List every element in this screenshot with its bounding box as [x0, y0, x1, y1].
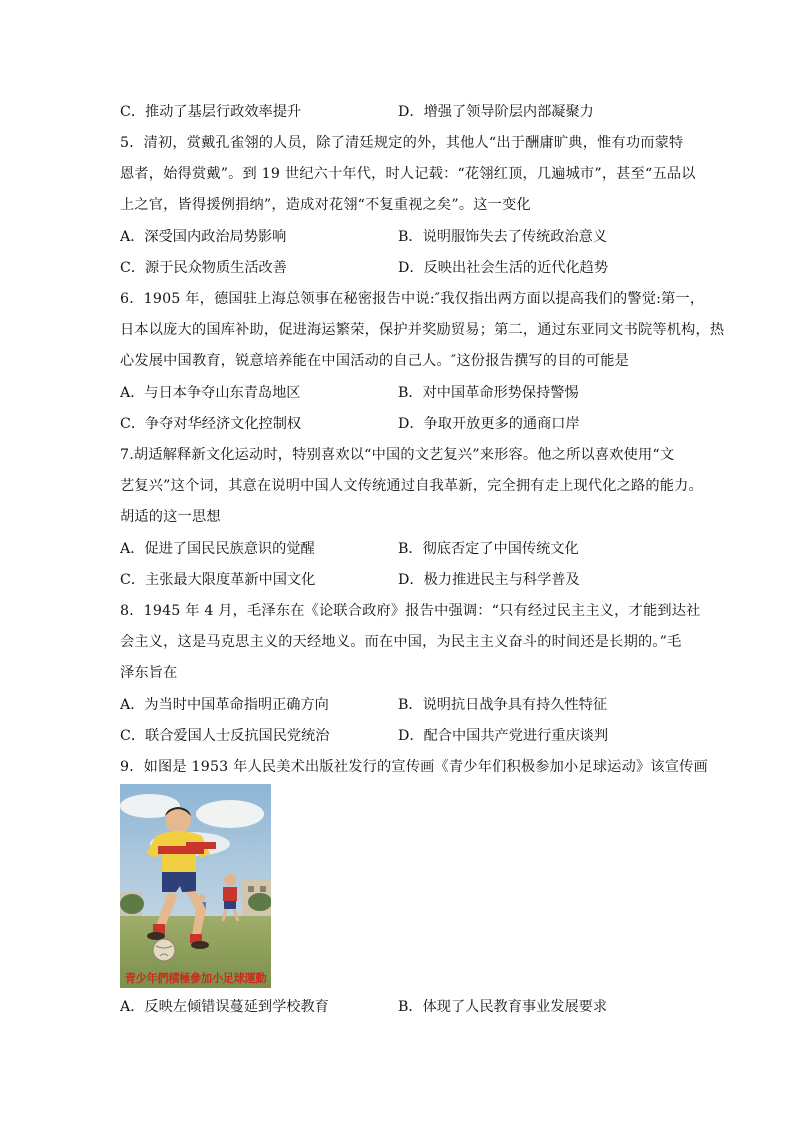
q7-option-d: D．极力推进民主与科学普及 [398, 572, 580, 588]
q5-option-c: C．源于民众物质生活改善 [120, 260, 287, 276]
q6-option-a: A．与日本争夺山东青岛地区 [120, 385, 301, 401]
q8-option-b: B．说明抗日战争具有持久性特征 [398, 697, 608, 713]
q5-stem-line-2: 恩者，始得赏戴”。到 19 世纪六十年代，时人记载：“花翎红顶，几遍城市”，甚至“五品以 [120, 166, 696, 182]
q7-option-a: A．促进了国民民族意识的觉醒 [120, 541, 315, 557]
q6-stem-line-2: 日本以庞大的国库补助，促进海运繁荣，保护并奖励贸易；第二，通过东亚同文书院等机构，热 [120, 322, 725, 338]
q6-option-c: C．争夺对华经济文化控制权 [120, 416, 302, 432]
q7-option-c: C．主张最大限度革新中国文化 [120, 572, 316, 588]
q7-stem-line-2: 艺复兴”这个词，其意在说明中国人文传统通过自我革新，完全拥有走上现代化之路的能力。 [120, 478, 703, 494]
q6-option-d: D．争取开放更多的通商口岸 [398, 416, 580, 432]
q8-option-c: C．联合爱国人士反抗国民党统治 [120, 728, 330, 744]
q5-stem-line-3: 上之官，皆得援例捐纳”，造成对花翎“不复重视之矣”。这一变化 [120, 197, 531, 213]
poster-caption: 青少年們積極參加小足球運動 [124, 972, 267, 985]
q4-option-c: C．推动了基层行政效率提升 [120, 104, 302, 120]
q6-option-b: B．对中国革命形势保持警惕 [398, 385, 579, 401]
propaganda-poster-image [120, 784, 271, 988]
q5-option-d: D．反映出社会生活的近代化趋势 [398, 260, 609, 276]
q9-stem-line-1: 9．如图是 1953 年人民美术出版社发行的宣传画《青少年们积极参加小足球运动》该宣传画 [120, 759, 708, 775]
q8-option-d: D．配合中国共产党进行重庆谈判 [398, 728, 609, 744]
q6-stem-line-3: 心发展中国教育，锐意培养能在中国活动的自己人。″这份报告撰写的目的可能是 [120, 353, 630, 369]
q7-stem-line-1: 7.胡适解释新文化运动时，特别喜欢以“中国的文艺复兴”来形容。他之所以喜欢使用“文 [120, 447, 675, 463]
q6-stem-line-1: 6．1905 年，德国驻上海总领事在秘密报告中说:″我仅指出两方面以提高我们的警觉:第一， [120, 291, 705, 307]
q8-stem-line-3: 泽东旨在 [120, 665, 178, 681]
q8-stem-line-2: 会主义，这是马克思主义的天经地义。而在中国，为民主主义奋斗的时间还是长期的。”毛 [120, 634, 682, 650]
q4-option-d: D．增强了领导阶层内部凝聚力 [398, 104, 594, 120]
q5-option-a: A．深受国内政治局势影响 [120, 229, 287, 245]
q5-stem-line-1: 5．清初，赏戴孔雀翎的人员，除了清廷规定的外，其他人“出于酬庸旷典，惟有功而蒙特 [120, 135, 684, 151]
q8-stem-line-1: 8．1945 年 4 月，毛泽东在《论联合政府》报告中强调：“只有经过民主主义，才能到达社 [120, 603, 701, 619]
q9-option-a: A．反映左倾错误蔓延到学校教育 [120, 999, 329, 1015]
q5-option-b: B．说明服饰失去了传统政治意义 [398, 229, 608, 245]
q7-stem-line-3: 胡适的这一思想 [120, 509, 221, 525]
q8-option-a: A．为当时中国革命指明正确方向 [120, 697, 329, 713]
q7-option-b: B．彻底否定了中国传统文化 [398, 541, 579, 557]
q9-option-b: B．体现了人民教育事业发展要求 [398, 999, 608, 1015]
